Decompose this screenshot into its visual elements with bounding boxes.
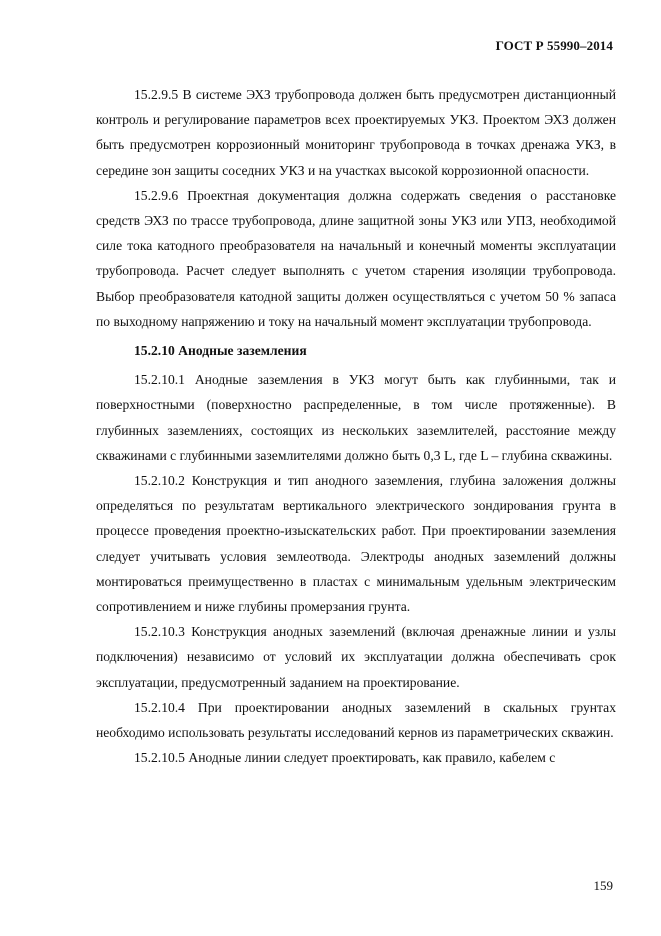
paragraph-15-2-10-5: 15.2.10.5 Анодные линии следует проектировать, как правило, кабелем с (134, 750, 556, 766)
document-body (96, 82, 616, 770)
paragraph-15-2-9-5: 15.2.9.5 В системе ЭХЗ трубопровода должен быть предусмотрен дистанционный контроль и регулирование параметров всех проектируемых УКЗ. Проектом ЭХЗ должен быть предусмотрен коррозионный мониторинг трубопровода в точках дренажа УКЗ, в середине зон защиты соседних УКЗ и на участках высокой коррозионной опасности. (96, 87, 616, 178)
paragraph-15-2-9-6: 15.2.9.6 Проектная документация должна содержать сведения о расстановке средств ЭХЗ по трассе трубопровода, длине защитной зоны УКЗ или УПЗ, необходимой силе тока катодного преобразователя на начальный и конечный моменты эксплуатации трубопровода. Расчет следует выполнять с учетом старения изоляции трубопровода. Выбор преобразователя катодной защиты должен осуществляться с учетом 50 % запаса по выходному напряжению и току на начальный момент эксплуатации трубопровода. (96, 187, 616, 329)
paragraph-15-2-10-1: 15.2.10.1 Анодные заземления в УКЗ могут быть как глубинными, так и поверхностными (поверхностно распределенные, в том числе протяженные). В глубинных заземлениях, состоящих из нескольких заземлителей, расстояние между скважинами с глубинными заземлителями должно быть 0,3 L, где L – глубина скважины. (96, 372, 616, 463)
page-number: 159 (593, 878, 613, 893)
paragraph-15-2-10-4: 15.2.10.4 При проектировании анодных заземлений в скальных грунтах необходимо использовать результаты исследований кернов из параметрических скважин. (96, 699, 616, 741)
section-heading-15-2-10: 15.2.10 Анодные заземления (134, 343, 307, 359)
paragraph-15-2-10-2: 15.2.10.2 Конструкция и тип анодного заземления, глубина заложения должны определяться по результатам вертикального электрического зондирования грунта в процессе проведения проектно-изыскательских работ. При проектировании заземления следует учитывать условия землеотвода. Электроды анодных заземлений должны монтироваться преимущественно в пластах с минимальным удельным электрическим сопротивлением и ниже глубины промерзания грунта. (96, 473, 616, 615)
standard-id-header: ГОСТ Р 55990–2014 (495, 38, 613, 53)
paragraph-15-2-10-3: 15.2.10.3 Конструкция анодных заземлений (включая дренажные линии и узлы подключения) независимо от условий их эксплуатации должна обеспечивать срок эксплуатации, предусмотренный заданием на проектирование. (96, 624, 616, 690)
